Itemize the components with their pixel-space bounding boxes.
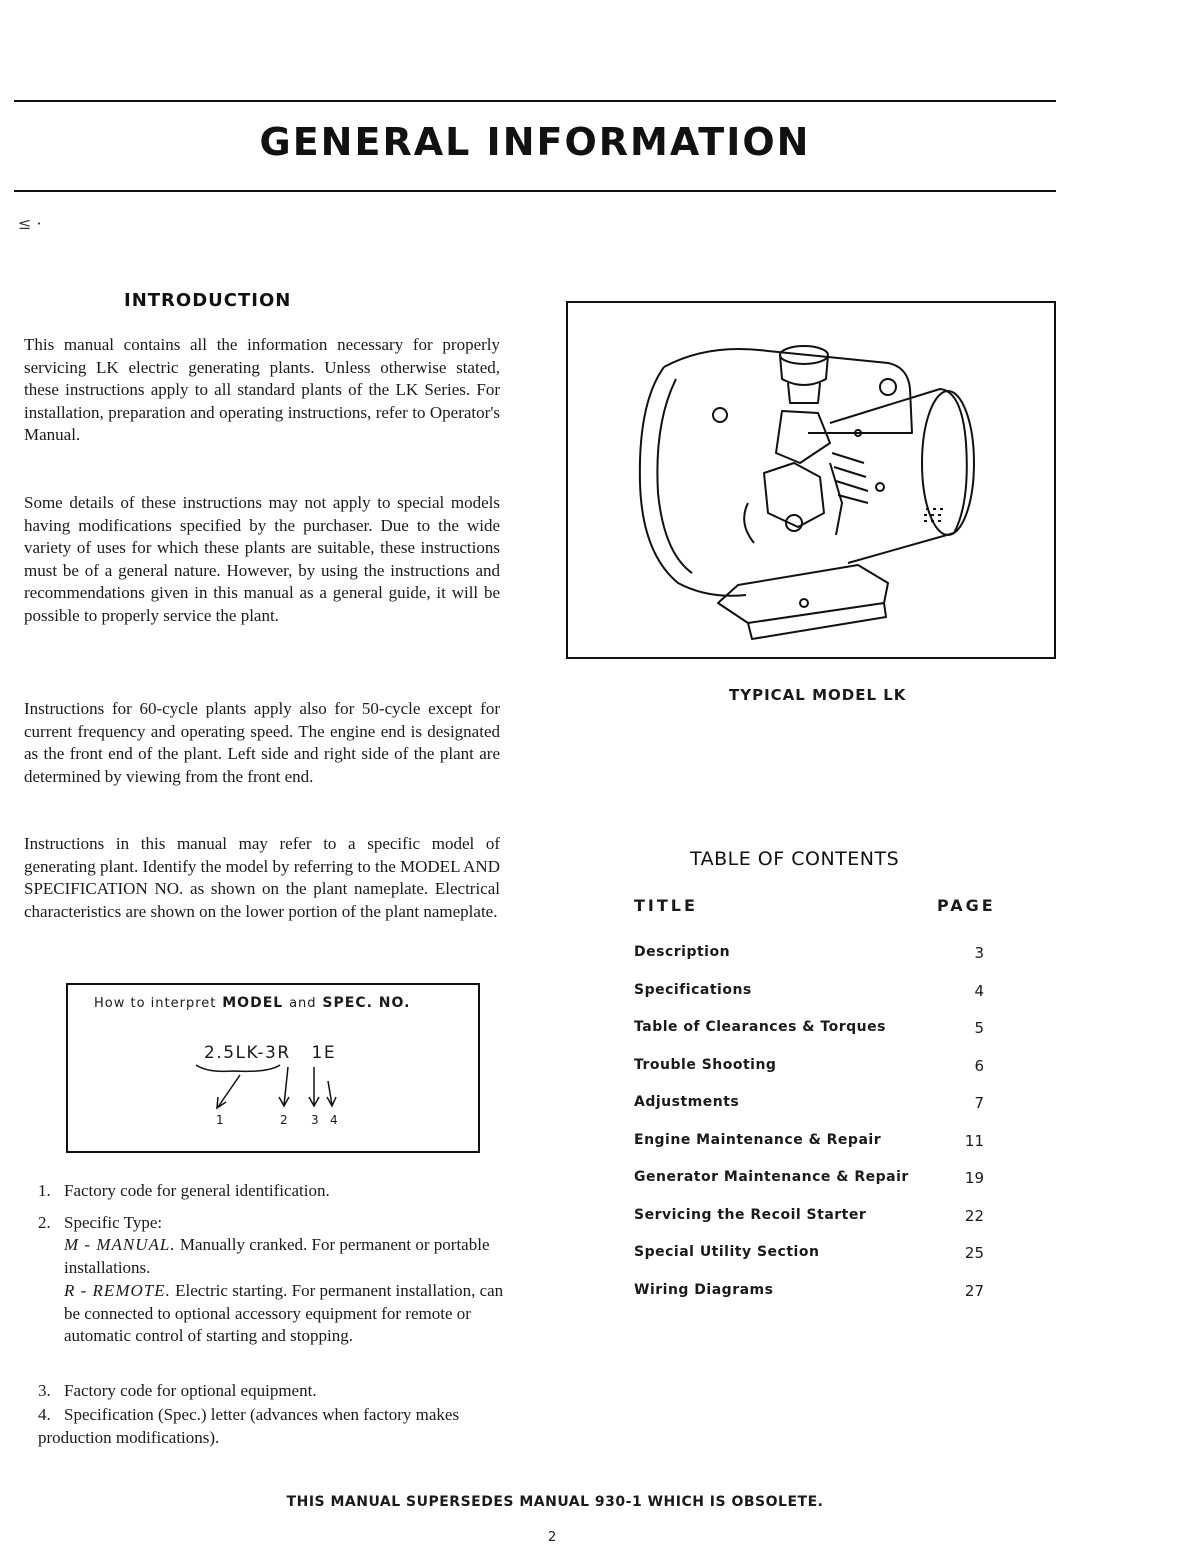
intro-paragraph-2: Some details of these instructions may not apply to special models having modifications specified by the purchaser. Due to the wide variety of uses for which these plants are suitable, these instructions must be of a general nature. However, by using the instructions and recommendations given in this manual as a general guide, it will be possible to properly service the plant. [24,493,500,625]
item-number: 2. [38,1213,51,1232]
toc-entry-title: Adjustments [634,1094,740,1110]
toc-row [634,1019,984,1041]
introduction-heading: INTRODUCTION [124,290,292,311]
toc-entry-title: Table of Clearances & Torques [634,1019,886,1035]
type-manual-description [64,1234,514,1279]
page-title: GENERAL INFORMATION [259,120,811,164]
toc-heading: TABLE OF CONTENTS [690,848,900,870]
toc-row [634,1057,984,1079]
explanation-item-1 [38,1180,516,1203]
intro-paragraph-1: This manual contains all the information necessary for properly servicing LK electric generating plants. Unless otherwise stated, these instructions apply to all standard plants of the LK Series. For installation, preparation and operating instructions, refer to Operator's Manual. [24,335,500,445]
header-rule-bottom [14,190,1056,192]
toc-entry-title: Specifications [634,981,752,998]
toc-entry-page: 7 [974,1094,984,1112]
toc-entry-page: 27 [964,1281,984,1300]
page-number: 2 [548,1530,557,1545]
model-digit-2: 2 [280,1113,288,1127]
item-number: 1. [38,1181,51,1200]
toc-row [634,1282,984,1304]
toc-entry-page: 4 [974,981,984,1000]
toc-row [634,944,984,966]
toc-row [634,982,984,1004]
generator-figure [566,301,1056,659]
toc-entry-title: Wiring Diagrams [634,1281,774,1298]
toc-entry-page: 6 [974,1056,984,1075]
toc-row [634,1244,984,1266]
caption-spec: SPEC. NO. [322,995,411,1011]
type-remote-description [64,1280,514,1348]
toc-row [634,1094,984,1116]
model-digit-1: 1 [216,1113,224,1127]
explanation-item-2 [38,1212,516,1235]
toc-entry-page: 25 [964,1244,984,1262]
item-text: Specific Type: [64,1213,163,1232]
type-remote-code: R - REMOTE. [64,1281,171,1300]
toc-column-title: TITLE [634,896,698,915]
type-remote-text: Electric starting. For permanent installation, can be connected to optional accessory equipment for remote or automatic control of starting and stopping. [64,1281,504,1346]
caption-and: and [289,996,317,1011]
model-digit-4: 4 [330,1113,338,1127]
toc-entry-page: 22 [964,1206,984,1225]
model-code-main: 2.5LK-3R [204,1043,291,1063]
toc-column-page: PAGE [937,896,996,915]
model-digit-3: 3 [311,1113,319,1127]
supersedes-note: THIS MANUAL SUPERSEDES MANUAL 930-1 WHICH IS OBSOLETE. [286,1494,824,1510]
toc-row [634,1207,984,1229]
toc-row [634,1169,984,1191]
toc-entry-page: 19 [964,1169,984,1187]
margin-mark: ≤ · [18,214,42,233]
toc-entry-title: Generator Maintenance & Repair [634,1169,909,1185]
caption-prefix: How to interpret [94,996,217,1011]
toc-entry-title: Trouble Shooting [634,1056,777,1073]
toc-entry-page: 3 [974,944,984,962]
figure-caption: TYPICAL MODEL LK [729,686,907,704]
explanation-item-4 [38,1404,516,1449]
item-text: Specification (Spec.) letter (advances when factory makes production modifications). [38,1405,460,1447]
type-manual-code: M - MANUAL. [64,1235,176,1254]
toc-entry-title: Engine Maintenance & Repair [634,1131,882,1148]
generator-illustration-icon [568,303,1054,657]
intro-paragraph-4: Instructions in this manual may refer to a specific model of generating plant. Identify the model by referring to the MODEL AND SPECIFICATION NO. as shown on the plant nameplate. Electrical characteristics are shown on the lower portion of the plant nameplate. [24,834,500,921]
toc-entry-page: 11 [964,1131,984,1150]
item-number: 4. [38,1405,51,1424]
model-code-arrows [68,985,482,1155]
caption-model: MODEL [222,995,284,1011]
intro-paragraph-3: Instructions for 60-cycle plants apply also for 50-cycle except for current frequency and operating speed. The engine end is designated as the front end of the plant. Left side and right side of the plant are determined by viewing from the front end. [24,699,500,786]
explanation-item-3 [38,1380,516,1403]
model-code-suffix: 1E [311,1043,337,1063]
header-rule-top [14,100,1056,102]
toc-entry-title: Special Utility Section [634,1244,820,1260]
item-number: 3. [38,1381,51,1400]
item-text: Factory code for general identification. [64,1181,330,1200]
model-spec-box [66,983,480,1153]
type-manual-text: Manually cranked. For permanent or portable installations. [64,1235,490,1277]
toc-entry-title: Servicing the Recoil Starter [634,1206,867,1223]
toc-entry-page: 5 [974,1019,984,1037]
toc-entry-title: Description [634,944,731,960]
toc-row [634,1132,984,1154]
item-text: Factory code for optional equipment. [64,1381,317,1400]
